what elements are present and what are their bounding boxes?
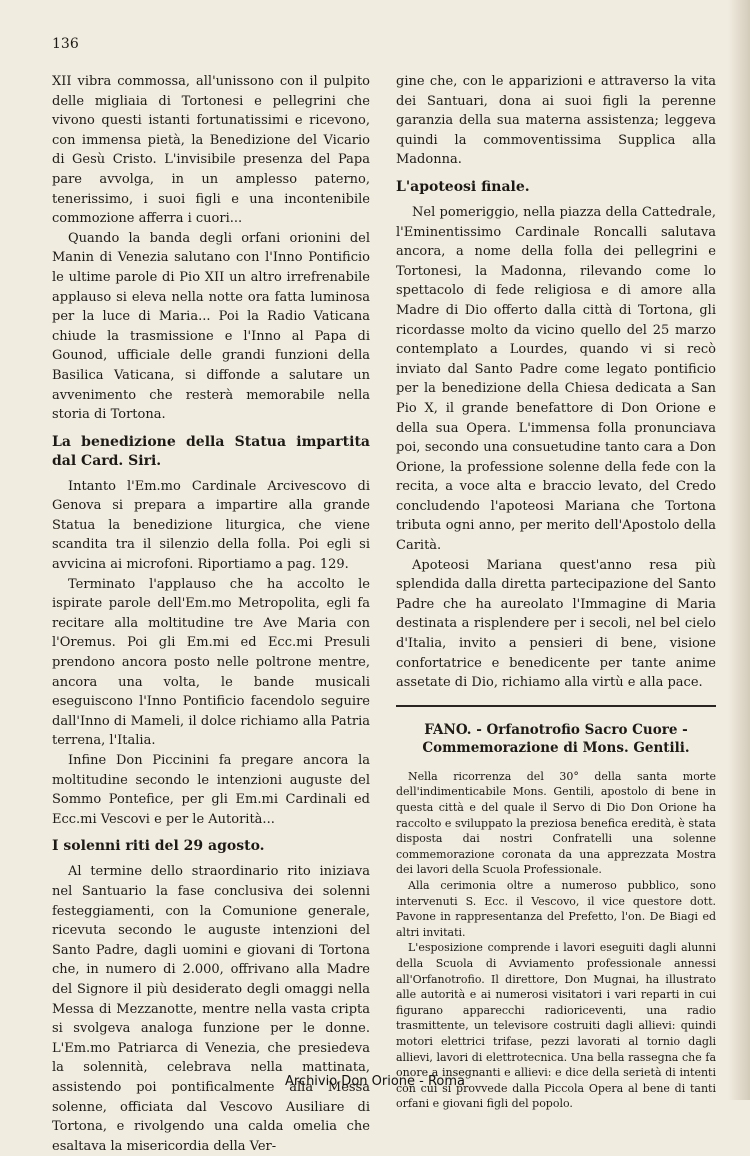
archive-footer: Archivio Don Orione - Roma — [284, 1074, 466, 1089]
paragraph: XII vibra commossa, all'unissono con il pulpito delle migliaia di Tortonesi e pellegrini che vivono questi istanti fortunatissimi e ricevono, con immensa pietà, la Benedizione del Vicario di Gesù Cristo. L'invisibile presenza del Papa pare avvolga, in un amplesso paterno, tenerissimo, i suoi figli e una incontenibile commozione afferra i cuori... — [52, 74, 370, 227]
paragraph: gine che, con le apparizioni e attraverso la vita dei Santuari, dona ai suoi figli la perenne garanzia della sua materna assistenza; leggeva quindi la commoventissima Supplica alla Madonna. — [396, 74, 716, 168]
left-column — [52, 72, 370, 1156]
paragraph: Apoteosi Mariana quest'anno resa più splendida dalla diretta partecipazione del Santo Padre che ha aureolato l'Immagine di Maria destinata a risplendere per i secoli, nel bel cielo d'Italia, invito a pensieri di bene, visione confortatrice e benedicente per tante anime assetate di Dio, richiamo alla virtù e alla pace. — [396, 557, 716, 691]
section-divider — [396, 705, 716, 707]
paragraph: Infine Don Piccinini fa pregare ancora la moltitudine secondo le intenzioni auguste del Sommo Pontefice, per gli Em.mi Cardinali ed Ecc.mi Vescovi e per le Autorità... — [52, 753, 370, 827]
page-number: 136 — [52, 36, 79, 52]
paragraph: Nel pomeriggio, nella piazza della Cattedrale, l'Eminentissimo Cardinale Roncalli salutava ancora, a nome della folla dei pellegrini e Tortonesi, la Madonna, rilevando come lo spettacolo di fede religiosa e di amore alla Madre di Dio offerto dalla città di Tortona, gli ricordasse molto da vicino quello del 25 marzo contemplato a Lourdes, quando vi si recò inviato dal Santo Padre come legato pontificio per la benedizione della Chiesa dedicata a San Pio X, il grande benefattore di Don Orione e della sua Opera. L'immensa folla pronunciava poi, secondo una consuetudine tanto cara a Don Orione, la professione solenne della fede con la recita, a voce alta e braccio levato, del Credo concludendo l'apoteosi Mariana che Tortona tributa ogni anno, per merito dell'Apostolo della Carità. — [396, 204, 716, 554]
paragraph: Intanto l'Em.mo Cardinale Arcivescovo di Genova si prepara a impartire alla grande Statua la benedizione liturgica, che viene scandita tra il silenzio della folla. Poi egli si avvicina ai microfoni. Riportiamo a pag. 129. — [52, 478, 370, 573]
paragraph: L'esposizione comprende i lavori eseguiti dagli alunni della Scuola di Avviamento professionale annessi all'Orfanotrofio. Il direttore, Don Mugnai, ha illustrato alle autorità e ai numerosi visitatori i vari reparti in cui figurano apparecchi radioriceventi, una radio trasmittente, un televisore costruiti dagli allievi: quindi motori elettrici trifase, pezzi lavorati al tornio dagli allievi, lavori di elettrotecnica. Una bella rassegna che fa onore a insegnanti e allievi: e dice della serietà di intenti con cui si provvede dalla Piccola Opera al bene di tanti orfani e giovani figli del popolo. — [396, 941, 716, 1111]
section-heading: L'apoteosi finale. — [396, 178, 530, 195]
paragraph: Nella ricorrenza del 30° della santa morte dell'indimenticabile Mons. Gentili, apostolo di bene in questa città e del quale il Servo di Dio Don Orione ha raccolto e sviluppato la preziosa benefica eredità, è stata disposta dai nostri Confratelli una solenne commemorazione coronata da una apprezzata Mostra dei lavori della Scuola Professionale. — [396, 769, 716, 877]
section-heading: La benedizione della Statua impartita dal Card. Siri. — [52, 433, 370, 469]
paragraph: Quando la banda degli orfani orionini del Manin di Venezia salutano con l'Inno Pontificio le ultime parole di Pio XII un altro irrefrenabile applauso si eleva nella notte ora fatta luminosa per la luce di Maria... Poi la Radio Vaticana chiude la trasmissione e l'Inno al Papa di Gounod, ufficiale delle grandi funzioni della Basilica Vaticana, si diffonde a salutare un avvenimento che resterà memorabile nella storia di Tortona. — [52, 230, 370, 423]
right-column — [396, 72, 716, 1112]
paragraph: Alla cerimonia oltre a numeroso pubblico, sono intervenuti S. Ecc. il Vescovo, il vice questore dott. Pavone in rappresentanza del Prefetto, l'on. De Biagi ed altri invitati. — [396, 878, 716, 939]
section-heading: I solenni riti del 29 agosto. — [52, 838, 265, 855]
article-heading: FANO. - Orfanotrofio Sacro Cuore - Commemorazione di Mons. Gentili. — [422, 721, 690, 756]
paragraph: Al termine dello straordinario rito iniziava nel Santuario la fase conclusiva dei solenni festeggiamenti, con la Comunione generale, ricevuta secondo le auguste intenzioni del Santo Padre, dagli uomini e giovani di Tortona che, in numero di 2.000, offrivano alla Madre del Signore il più desiderato degli omaggi nella Messa di Mezzanotte, mentre nella vasta cripta si svolgeva analoga funzione per le donne. L'Em.mo Patriarca di Venezia, che presiedeva la solennità, celebrava nella mattinata, assistendo poi pontificalmente alla Messa solenne, officiata dal Vescovo Ausiliare di Tortona, e rivolgendo una calda omelia che esaltava la misericordia della Ver- — [52, 864, 370, 1154]
page-edge-shadow — [728, 0, 750, 1100]
paragraph: Terminato l'applauso che ha accolto le ispirate parole dell'Em.mo Metropolita, egli fa recitare alla moltitudine tre Ave Maria con l'Oremus. Poi gli Em.mi ed Ecc.mi Presuli prendono ancora posto nelle poltrone mentre, ancora una volta, le bande musicali eseguiscono l'Inno Pontificio facendolo seguire dall'Inno di Mameli, il dolce richiamo alla Patria terrena, l'Italia. — [52, 576, 370, 749]
